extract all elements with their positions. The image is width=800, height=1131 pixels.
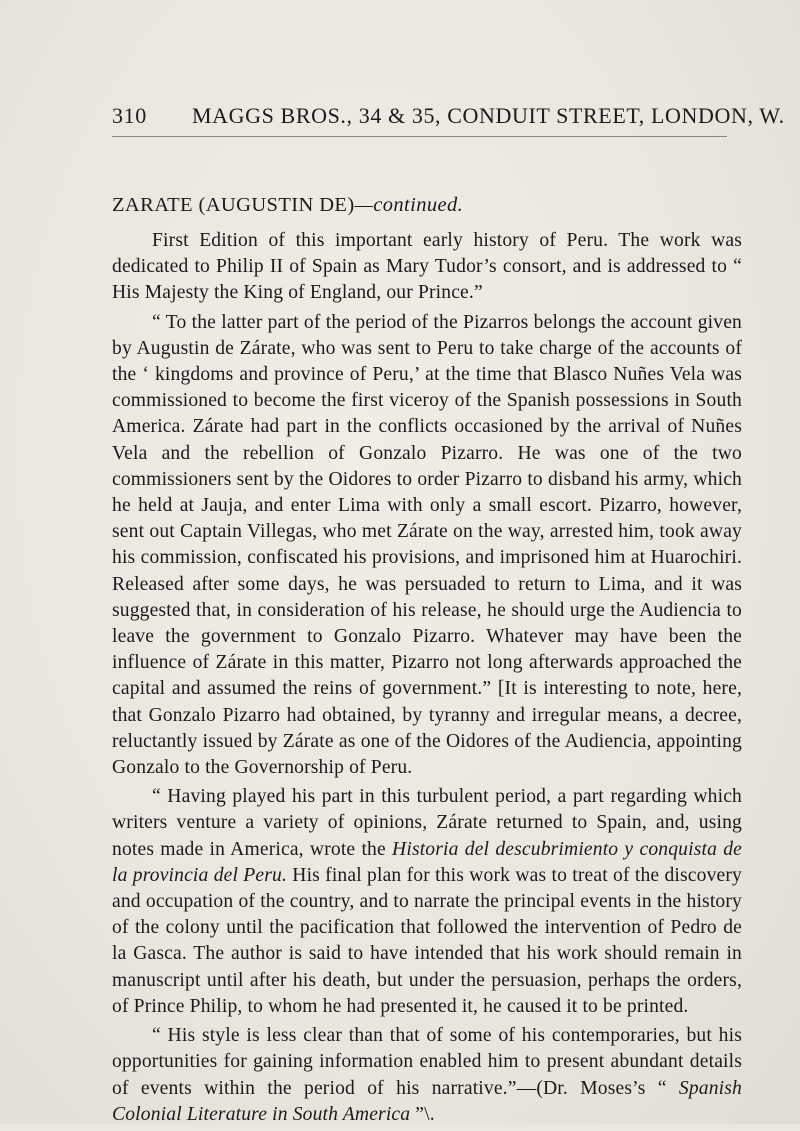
header-rule [112,136,727,137]
page-number: 310 [112,103,147,128]
paragraph-text: His final plan for this work was to treat of the discovery and occupation of the country, and to narrate the principal events in the history of the colony until the pacification that followed the intervention of Pedro de la Gasca. The author is said to have intended that his work should remain in manuscript until after his death, but under the persuasion, perhaps the orders, of Prince Philip, to whom he had presented it, he caused it to be printed. [112,864,742,1017]
entry-heading-suffix: —continued. [354,194,464,216]
paragraph [112,228,742,307]
entry-body [112,228,742,1131]
paragraph-text: “ His style is less clear than that of some of his contemporaries, but his opportunities for gaining information enabled him to present abundant details of events within the period of his narrative.”—(Dr. Moses’s “ [112,1025,742,1099]
paragraph-text: “ To the latter part of the period of the Pizarros belongs the account given by Augustin de Zárate, who was sent to Peru to take charge of the accounts of the ‘ kingdoms and province of Peru,’ at the time that Blasco Nuñes Vela was commissioned to become the first viceroy of the Spanish possessions in South America. Zárate had part in the conflicts occasioned by the arrival of Nuñes Vela and the rebellion of Gonzalo Pizarro. He was one of the two commissioners sent by the Oidores to order Pizarro to disband his army, which he held at Jauja, and enter Lima with only a small escort. Pizarro, however, sent out Captain Villegas, who met Zárate on the way, arrested him, took away his commission, confiscated his provisions, and imprisoned him at Huarochiri. Released after some days, he was persuaded to return to Lima, and it was suggested that, in consideration of his release, he should urge the Audiencia to leave the government to Gonzalo Pizarro. Whatever may have been the influence of Zárate in this matter, Pizarro not long afterwards approached the capital and assumed the reins of government.” [It is interesting to note, here, that Gonzalo Pizarro had obtained, by tyranny and irregular means, a decree, reluctantly issued by Zárate as one of the Oidores of the Audiencia, appointing Gonzalo to the Governorship of Peru. [112,311,742,779]
paragraph [112,310,742,782]
entry-heading-name: ZARATE (AUGUSTIN DE) [112,194,355,216]
italic-title-text: Spanish Colonial Literature in South America [112,1077,742,1125]
paragraph-text: “ Having played his part in this turbulent period, a part regarding which writers venture a variety of opinions, Zárate returned to Spain, and, using notes made in America, wrote the [112,786,742,860]
entry-heading [112,194,752,217]
running-header [112,103,785,129]
paragraph [112,784,742,1020]
paragraph [112,1023,742,1128]
paragraph-text: ”\. [410,1103,435,1125]
running-title: MAGGS BROS., 34 & 35, CONDUIT STREET, LONDON, W. [192,103,785,128]
italic-title-text: Historia del descubrimiento y conquista de la provincia del Peru. [112,838,743,886]
paragraph-text: First Edition of this important early history of Peru. The work was dedicated to Philip II of Spain as Mary Tudor’s consort, and is addressed to “ His Majesty the King of England, our Prince.” [112,230,742,304]
